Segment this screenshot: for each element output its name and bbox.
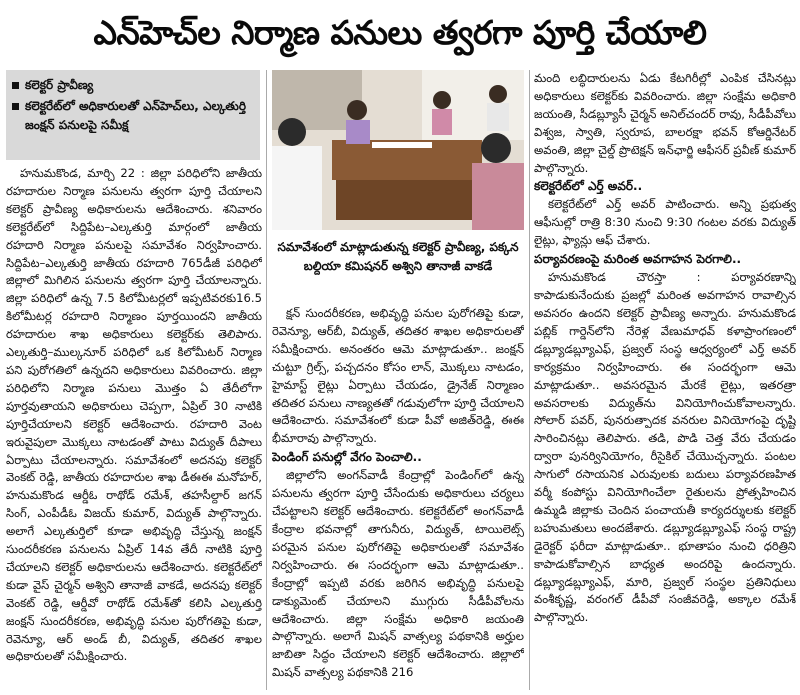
meeting-photo <box>272 70 524 230</box>
bullet-square-icon <box>12 82 19 89</box>
subheading: కలెక్టరేట్‌లో ఎర్త్ అవర్.. <box>534 179 643 194</box>
subheading: పెండింగ్ పనుల్లో వేగం పెంచాలి.. <box>272 450 422 465</box>
highlight-item <box>12 97 254 135</box>
article-column-3 <box>534 70 796 693</box>
subheading: పర్యావరణంపై మరింత అవగాహన పెరగాలి.. <box>534 252 742 267</box>
column-divider <box>266 70 267 690</box>
article-paragraph: జిల్లాలోని అంగన్‌వాడీ కేంద్రాల్లో పెండింగ్‌లో ఉన్న పనులను త్వరగా పూర్తి చేసేందుకు అధికారులు చర్యలు చేపట్టాలని కలెక్టర్ ఆదేశించారు. కలెక్టరేట్‌లో అంగన్‌వాడీ కేంద్రాల భవనాల్లో తాగునీరు, విద్యుత్, టాయిలెట్స్ పరమైన పనుల పురోగతిపై అధికారులతో సమావేశం నిర్వహించారు. ఈ సందర్భంగా ఆమె మాట్లాడుతూ.. కేంద్రాల్లో ఇప్పటి వరకు జరిగిన అభివృద్ధి పనులపై డాక్యుమెంట్ చేయాలని ముగ్గురు సీడీపీవోలను ఆదేశించారు. జిల్లా సంక్షేమ అధికారి జయంతి పాల్గొన్నారు. అలాగే మిషన్ వాత్సల్య పథకానికి అర్హుల జాబితా సిద్ధం చేయాలని కలెక్టర్ ఆదేశించారు. జిల్లాలో మిషన్ వాత్సల్య పథకానికి 216 <box>272 468 524 680</box>
article-column-2 <box>272 305 524 693</box>
headline: ఎన్‌హెచ్‌ల నిర్మాణ పనులు త్వరగా పూర్తి చేయాలి <box>93 13 707 52</box>
highlight-text: కలెక్టర్ ప్రావీణ్య <box>25 78 94 92</box>
photo-caption: సమావేశంలో మాట్లాడుతున్న కలెక్టర్ ప్రావీణ్య, పక్కన బల్దియా కమిషనర్ అశ్విని తానాజీ వాకడే <box>277 240 519 273</box>
bullet-square-icon <box>12 103 19 110</box>
highlights-box <box>6 70 260 160</box>
column-divider <box>529 70 530 690</box>
highlight-item <box>12 76 254 95</box>
article-paragraph: మంది లబ్ధిదారులను ఏడు కేటగిరీల్లో ఎంపిక చేసినట్లు అధికారులు కలెక్టర్‌కు వివరించారు. జిల్లా సంక్షేమ అధికారి జయంతి, సీడబ్ల్యూసీ చైర్మన్ అనిల్‌చందర్ రావు, సీడీపీవోలు విశ్వజ, స్వాతి, స్వరూప, బాలరక్షా భవన్ కోఆర్డినేటర్ అవంతి, జిల్లా చైల్డ్ ప్రొటెక్షన్ ఇన్‌ఛార్జి ఆఫీసర్ ప్రవీణ్ కుమార్ పాల్గొన్నారు. <box>534 71 796 175</box>
article-paragraph: హనుమకొండ చౌరస్తా : పర్యావరణాన్ని కాపాడుకునేందుకు ప్రజల్లో మరింత అవగాహన రావాల్సిన అవసరం ఉందని కలెక్టర్ ప్రావీణ్య అన్నారు. హనుమకొండ పబ్లిక్ గార్డెన్‌లోని నేరెళ్ల వేణుమాధవ్ కళాప్రాంగణంలో డబ్ల్యూడబ్ల్యూఎఫ్, ప్రజ్వల్ సంస్థ ఆధ్వర్యంలో ఎర్త్ అవర్ కార్యక్రమం నిర్వహించారు. ఈ సందర్భంగా ఆమె మాట్లాడుతూ.. అవసరమైన మేరకే లైట్లు, ఇతరత్రా అవసరాలకు విద్యుత్‌ను వినియోగించుకోవాలన్నారు. సోలార్ పవర్, పునరుత్పాదక వనరుల వినియోగంపై దృష్టి సారించినట్లు తెలిపారు. తడి, పొడి చెత్త వేరు చేయడం ద్వారా పునర్వినియోగం, రీసైకిల్ చేయొచ్చన్నారు. పంటల సాగులో రసాయనిక ఎరువులకు బదులు పర్యావరణహిత వర్మీ కంపోస్టు వినియోగించేలా రైతులను ప్రోత్సహించిన ఉమ్మడి జిల్లాకు చెందిన పంచాయతీ కార్యదర్శులకు కలెక్టర్ బహుమతులు అందజేశారు. డబ్ల్యూడబ్ల్యూఎఫ్ సంస్థ రాష్ట్ర డైరెక్టర్ ఫరీదా మాట్లాడుతూ.. భూతాపం నుంచి ధరిత్రిని కాపాడుకోవాల్సిన బాధ్యత అందరిపై ఉందన్నారు. డబ్ల్యూడబ్ల్యూఎఫ్, మారి, ప్రజ్వల్ సంస్థల ప్రతినిధులు వంశీకృష్ణ, వరంగల్ డీపీవో సంజీవరెడ్డి, అక్కాల రమేశ్ పాల్గొన్నారు. <box>534 270 796 625</box>
meeting-photo-illustration <box>272 70 524 230</box>
article-paragraph: కలెక్టరేట్‌లో ఎర్త్ అవర్ పాటించారు. అన్ని ప్రభుత్వ ఆఫీసుల్లో రాత్రి 8:30 నుంచి 9:30 గంటల వరకు విద్యుత్ లైట్లు, ఫ్యాన్లు ఆఫ్ చేశారు. <box>534 197 796 248</box>
highlight-text: కలెక్టరేట్‌లో అధికారులతో ఎన్‌హెచ్‌లు, ఎల్కతుర్తి జంక్షన్ పనులపై సమీక్ష <box>25 99 246 132</box>
article-paragraph: క్షన్ సుందరీకరణ, అభివృద్ధి పనుల పురోగతిపై కుడా, రెవెన్యూ, ఆర్‌బీ, విద్యుత్, తదితర శాఖల అధికారులతో సమీక్షించారు. అనంతరం ఆమె మాట్లాడుతూ.. జంక్షన్ చుట్టూ గ్రిల్స్, పచ్చదనం కోసం లాన్, మొక్కలు నాటడం, హైమాస్ట్ లైట్లు ఏర్పాటు చేయడం, డ్రైనేజ్ నిర్మాణం తదితర పనులు నాణ్యతతో గడువులోగా పూర్తి చేయాలని ఆదేశించారు. సమావేశంలో కుడా పీవో అజిత్‌రెడ్డి, ఈఈ భీమారావు పాల్గొన్నారు. <box>272 306 524 446</box>
article-paragraph: హనుమకొండ, మార్చి 22 : జిల్లా పరిధిలోని జాతీయ రహదారుల నిర్మాణ పనులను త్వరగా పూర్తి చేయాలని కలెక్టర్ ప్రావీణ్య అధికారులను ఆదేశించారు. శనివారం కలెక్టరేట్‌లో సిద్దిపేట–ఎల్కతుర్తి మార్గంలో జాతీయ రహదారి నిర్మాణ పనులపై సమావేశం నిర్వహించారు. సిద్దిపేట–ఎల్కతుర్తి జాతీయ రహదారి 765డీజీ పరిధిలో జిల్లాలో మిగిలిన పనులను త్వరగా పూర్తి చేయాలన్నారు. జిల్లా పరిధిలో ఉన్న 7.5 కిలోమీటర్లలో ఇప్పటివరకు16.5 కిలోమీటర్ల రహదారి నిర్మాణం పూర్తయిందని జాతీయ రహదారుల శాఖ అధికారులు కలెక్టర్‌కు తెలిపారు. ఎల్కతుర్తి–ముల్కనూర్ పరిధిలో ఒక కిలోమీటర్ నిర్మాణ పని పురోగతిలో ఉన్నదని అధికారులు వివరించారు. జిల్లా పరిధిలోని నిర్మాణ పనులు మొత్తం ఏ తేదీలోగా పూర్తవుతాయని అధికారులు చెప్పగా, ఏప్రిల్ 30 నాటికి పూర్తిచేయాలని కలెక్టర్ ఆదేశించారు. రహదారి వెంట ఇరువైపులా మొక్కలు నాటడంతో పాటు విద్యుత్ దీపాలు ఏర్పాటు చేయాలన్నారు. సమావేశంలో అదనపు కలెక్టర్ వెంకట్ రెడ్డి, జాతీయ రహదారుల శాఖ డీఈఈ మనోహర్, హనుమకొండ ఆర్డీఓ రాథోడ్ రమేశ్, తహసీల్దార్ జగన్ సింగ్, ఎంపీడీఓ విజయ్ కుమార్, విద్యుత్ పాల్గొన్నారు. అలాగే ఎల్కతుర్తిలో కూడా అభివృద్ధి చేస్తున్న జంక్షన్ సుందరీకరణ పనులను ఏప్రిల్ 14వ తేదీ నాటికి పూర్తి చేయాలని కలెక్టర్ అధికారులను ఆదేశించారు. కలెక్టరేట్‌లో కుడా వైస్ చైర్మన్ అశ్విని తానాజీ వాకడే, అదనపు కలెక్టర్ వెంకట్ రెడ్డి, ఆర్డీవో రాథోడ్ రమేశ్‌తో కలిసి ఎల్కతుర్తి జంక్షన్ సుందరీకరణ, అభివృద్ధి పనుల పురోగతిపై కుడా, రెవెన్యూ, ఆర్ అండ్ బీ, విద్యుత్, తదితర శాఖల అధికారులతో సమీక్షించారు. <box>6 166 262 664</box>
article-column-1 <box>6 165 262 693</box>
